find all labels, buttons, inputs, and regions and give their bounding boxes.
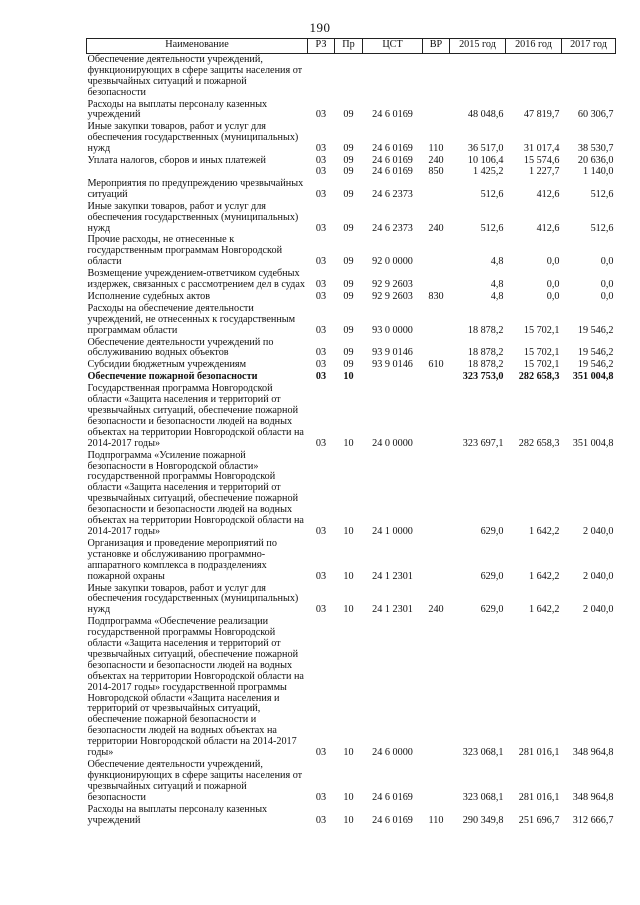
cell-vr: 110 [428, 814, 444, 826]
col-header-cst: ЦСТ [363, 39, 423, 54]
cell-2017: 351 004,8 [572, 371, 614, 383]
cell-2017: 19 546,2 [577, 347, 614, 359]
cell-cst: 24 6 0169 [372, 165, 413, 177]
cell-vr: 240 [428, 155, 444, 167]
budget-table [86, 38, 616, 826]
cell-name: Уплата налогов, сборов и иных платежей [87, 155, 266, 167]
cell-name: Обеспечение деятельности учреждений, функционирующих в сфере защиты населения от чрезвычайных ситуаций и пожарной безопасности [87, 53, 303, 98]
cell-name: Мероприятия по предупреждению чрезвычайных ситуаций [87, 177, 304, 200]
cell-rz: 03 [315, 109, 327, 121]
cell-2016: 0,0 [546, 290, 560, 302]
cell-2017: 38 530,7 [577, 143, 614, 155]
cell-2015: 323 068,1 [462, 791, 504, 803]
table-body [87, 53, 616, 826]
cell-2017: 60 306,7 [577, 109, 614, 121]
cell-2016: 282 658,3 [518, 437, 560, 449]
cell-rz: 03 [315, 604, 327, 616]
cell-2016: 1 642,2 [528, 570, 560, 582]
cell-2016 [506, 53, 562, 98]
cell-cst: 24 6 0000 [372, 747, 413, 759]
cell-name: Иные закупки товаров, работ и услуг для обеспечения государственных (муниципальных) нужд [87, 121, 299, 155]
cell-name: Субсидии бюджетным учреждениям [87, 359, 247, 371]
cell-name: Обеспечение деятельности учреждений по обслуживанию водных объектов [87, 336, 274, 359]
cell-name: Обеспечение пожарной безопасности [87, 371, 258, 383]
cell-2015: 512,6 [480, 222, 504, 234]
cell-rz: 03 [315, 279, 327, 291]
table-row [87, 234, 616, 268]
table-row [87, 538, 616, 583]
cell-name: Организация и проведение мероприятий по установке и обслуживанию программно-аппаратного комплекса в подразделениях пожарной охраны [87, 537, 277, 582]
cell-pr: 09 [343, 279, 354, 291]
table-row [87, 178, 616, 201]
cell-2015: 4,8 [490, 290, 504, 302]
cell-name: Возмещение учреждением-ответчиком судебных издержек, связанных с рассмотрением дел в судах [87, 268, 305, 291]
cell-vr [423, 538, 450, 583]
cell-2015: 323 753,0 [462, 371, 504, 383]
cell-pr: 10 [343, 570, 354, 582]
cell-pr: 10 [343, 814, 354, 826]
cell-rz: 03 [315, 155, 327, 167]
cell-2015: 629,0 [480, 525, 504, 537]
table-row [87, 291, 616, 303]
cell-cst: 93 0 0000 [372, 324, 413, 336]
col-header-2017: 2017 год [562, 39, 616, 54]
cell-2017: 2 040,0 [582, 604, 614, 616]
cell-2016: 15 702,1 [523, 359, 560, 371]
cell-pr: 09 [343, 324, 354, 336]
cell-vr [423, 337, 450, 360]
cell-cst: 24 6 2373 [372, 188, 413, 200]
cell-cst: 24 6 0169 [372, 143, 413, 155]
table-row [87, 616, 616, 759]
table-row [87, 583, 616, 617]
cell-rz: 03 [315, 143, 327, 155]
cell-cst: 24 6 0169 [372, 109, 413, 121]
cell-2017: 512,6 [590, 222, 614, 234]
cell-2015: 4,8 [490, 279, 504, 291]
cell-pr: 09 [343, 155, 354, 167]
cell-pr [335, 53, 363, 98]
cell-vr: 110 [428, 143, 444, 155]
cell-2017: 2 040,0 [582, 570, 614, 582]
cell-rz: 03 [315, 371, 327, 383]
cell-2015: 36 517,0 [467, 143, 504, 155]
cell-2015: 629,0 [480, 604, 504, 616]
cell-name: Исполнение судебных актов [87, 290, 211, 302]
cell-pr: 10 [343, 525, 354, 537]
cell-cst: 24 1 2301 [372, 604, 413, 616]
cell-cst: 24 6 2373 [372, 222, 413, 234]
cell-vr [423, 303, 450, 337]
cell-2017: 20 636,0 [577, 155, 614, 167]
cell-vr: 240 [428, 604, 444, 616]
table-row [87, 804, 616, 827]
cell-vr [423, 759, 450, 804]
cell-cst [363, 53, 423, 98]
cell-2015: 4,8 [490, 256, 504, 268]
cell-vr [423, 616, 450, 759]
cell-pr: 09 [343, 188, 354, 200]
cell-2015: 323 068,1 [462, 747, 504, 759]
page-number: 190 [309, 20, 331, 35]
cell-name: Иные закупки товаров, работ и услуг для обеспечения государственных (муниципальных) нужд [87, 200, 299, 234]
cell-2017: 351 004,8 [572, 437, 614, 449]
table-row [87, 99, 616, 122]
cell-pr: 09 [343, 256, 354, 268]
cell-2016: 281 016,1 [518, 791, 560, 803]
cell-pr: 10 [343, 791, 354, 803]
cell-2017: 348 964,8 [572, 791, 614, 803]
cell-pr: 09 [343, 109, 354, 121]
cell-2016: 15 574,6 [523, 155, 560, 167]
cell-name: Расходы на обеспечение деятельности учреждений, не отнесенных к государственным программам области [87, 302, 296, 336]
cell-2017: 0,0 [600, 290, 614, 302]
cell-2016: 282 658,3 [518, 371, 560, 383]
cell-2017 [562, 53, 616, 98]
cell-2016: 412,6 [536, 222, 560, 234]
cell-pr: 09 [343, 165, 354, 177]
table-row [87, 121, 616, 155]
table-row [87, 268, 616, 291]
col-header-rz: РЗ [308, 39, 335, 54]
cell-2016: 47 819,7 [523, 109, 560, 121]
cell-2017: 348 964,8 [572, 747, 614, 759]
cell-rz [308, 53, 335, 98]
cell-pr: 09 [343, 222, 354, 234]
table-row [87, 383, 616, 449]
cell-2016: 31 017,4 [523, 143, 560, 155]
cell-name: Государственная программа Новгородской области «Защита населения и территорий от чрезвычайных ситуаций, обеспечение пожарной безопасности и безопасности людей на водных объектах на территории Новгородской области на 2014-2017 годы» [87, 383, 304, 449]
table-row [87, 759, 616, 804]
table-row [87, 53, 616, 98]
cell-rz: 03 [315, 256, 327, 268]
cell-pr: 09 [343, 290, 354, 302]
cell-name: Расходы на выплаты персоналу казенных учреждений [87, 803, 268, 826]
cell-vr [423, 371, 450, 383]
cell-cst: 93 9 0146 [372, 347, 413, 359]
cell-vr: 830 [428, 290, 444, 302]
cell-rz: 03 [315, 347, 327, 359]
cell-name [87, 167, 308, 178]
cell-rz: 03 [315, 814, 327, 826]
cell-cst: 92 9 2603 [372, 290, 413, 302]
cell-2017: 512,6 [590, 188, 614, 200]
cell-vr [423, 383, 450, 449]
cell-vr: 850 [428, 165, 444, 177]
cell-2016: 1 642,2 [528, 604, 560, 616]
cell-2016: 0,0 [546, 256, 560, 268]
cell-rz: 03 [315, 525, 327, 537]
cell-2015: 10 106,4 [467, 155, 504, 167]
cell-2015: 48 048,6 [467, 109, 504, 121]
cell-2015: 629,0 [480, 570, 504, 582]
cell-vr: 610 [428, 359, 444, 371]
cell-pr: 09 [343, 347, 354, 359]
cell-2017: 19 546,2 [577, 324, 614, 336]
cell-vr: 240 [428, 222, 444, 234]
cell-cst: 92 0 0000 [372, 256, 413, 268]
cell-cst: 24 6 0169 [372, 791, 413, 803]
cell-pr: 10 [343, 371, 354, 383]
cell-name: Иные закупки товаров, работ и услуг для обеспечения государственных (муниципальных) нужд [87, 582, 299, 616]
col-header-vr: ВР [423, 39, 450, 54]
cell-rz: 03 [315, 791, 327, 803]
cell-vr [423, 268, 450, 291]
cell-rz: 03 [315, 324, 327, 336]
cell-2016: 1 642,2 [528, 525, 560, 537]
cell-2015: 18 878,2 [467, 347, 504, 359]
cell-rz: 03 [315, 437, 327, 449]
cell-cst: 24 1 0000 [372, 525, 413, 537]
cell-rz: 03 [315, 290, 327, 302]
cell-cst: 24 0 0000 [372, 437, 413, 449]
cell-cst [363, 371, 423, 383]
cell-2017: 2 040,0 [582, 525, 614, 537]
cell-vr [423, 178, 450, 201]
cell-pr: 09 [343, 143, 354, 155]
cell-rz: 03 [315, 359, 327, 371]
cell-rz: 03 [315, 222, 327, 234]
table-header-row [87, 39, 616, 54]
cell-name: Подпрограмма «Усиление пожарной безопасности в Новгородской области» государственной программы Новгородской области «Защита населения и территорий от чрезвычайных ситуаций, обеспечение пожарной безопасности и безопасности людей на водных объектах на территории Новгородской области на 2014-2017 годы» [87, 449, 304, 537]
col-header-2016: 2016 год [506, 39, 562, 54]
cell-2015: 1 425,2 [472, 165, 504, 177]
cell-name: Обеспечение деятельности учреждений, функционирующих в сфере защиты населения от чрезвычайных ситуаций и пожарной безопасности [87, 759, 303, 803]
cell-2015: 323 697,1 [462, 437, 504, 449]
cell-2016: 15 702,1 [523, 324, 560, 336]
cell-2015 [450, 53, 506, 98]
cell-cst: 24 6 0169 [372, 155, 413, 167]
cell-rz: 03 [315, 165, 327, 177]
cell-2016: 0,0 [546, 279, 560, 291]
cell-pr: 10 [343, 604, 354, 616]
cell-2017: 19 546,2 [577, 359, 614, 371]
col-header-name: Наименование [87, 39, 308, 54]
cell-rz: 03 [315, 188, 327, 200]
cell-vr [423, 234, 450, 268]
cell-name: Расходы на выплаты персоналу казенных учреждений [87, 98, 268, 121]
table-row [87, 450, 616, 538]
cell-cst: 93 9 0146 [372, 359, 413, 371]
col-header-pr: Пр [335, 39, 363, 54]
cell-cst: 24 1 2301 [372, 570, 413, 582]
cell-2015: 18 878,2 [467, 324, 504, 336]
cell-rz: 03 [315, 570, 327, 582]
table-row [87, 201, 616, 235]
cell-2016: 15 702,1 [523, 347, 560, 359]
cell-pr: 09 [343, 359, 354, 371]
cell-cst: 24 6 0169 [372, 814, 413, 826]
cell-vr [423, 99, 450, 122]
cell-2016: 281 016,1 [518, 747, 560, 759]
cell-2017: 312 666,7 [572, 814, 614, 826]
cell-2017: 1 140,0 [582, 165, 614, 177]
cell-rz: 03 [315, 747, 327, 759]
cell-2015: 512,6 [480, 188, 504, 200]
cell-2016: 412,6 [536, 188, 560, 200]
cell-2016: 1 227,7 [528, 165, 560, 177]
cell-name: Прочие расходы, не отнесенные к государственным программам Новгородской области [87, 234, 283, 268]
cell-2015: 290 349,8 [462, 814, 504, 826]
cell-2017: 0,0 [600, 256, 614, 268]
table-row [87, 167, 616, 178]
table-row [87, 303, 616, 337]
col-header-2015: 2015 год [450, 39, 506, 54]
table-row [87, 337, 616, 360]
cell-pr: 10 [343, 437, 354, 449]
cell-2017: 0,0 [600, 279, 614, 291]
cell-name: Подпрограмма «Обеспечение реализации государственной программы Новгородской области «Защита населения и территорий от чрезвычайных ситуаций, обеспечение пожарной безопасности и безопасности людей на водных объектах на территории Новгородской области на 2014-2017 годы» государственной программы Новгородской области «Защита населения и территорий от чрезвычайных ситуаций, обеспечение пожарной безопасности и безопасности людей на водных объектах на территории Новгородской области на 2014-2017 годы» [87, 616, 304, 759]
cell-pr: 10 [343, 747, 354, 759]
table-row [87, 371, 616, 383]
cell-cst: 92 9 2603 [372, 279, 413, 291]
cell-vr [423, 53, 450, 98]
cell-2016: 251 696,7 [518, 814, 560, 826]
cell-2015: 18 878,2 [467, 359, 504, 371]
table-row [87, 359, 616, 371]
cell-vr [423, 450, 450, 538]
